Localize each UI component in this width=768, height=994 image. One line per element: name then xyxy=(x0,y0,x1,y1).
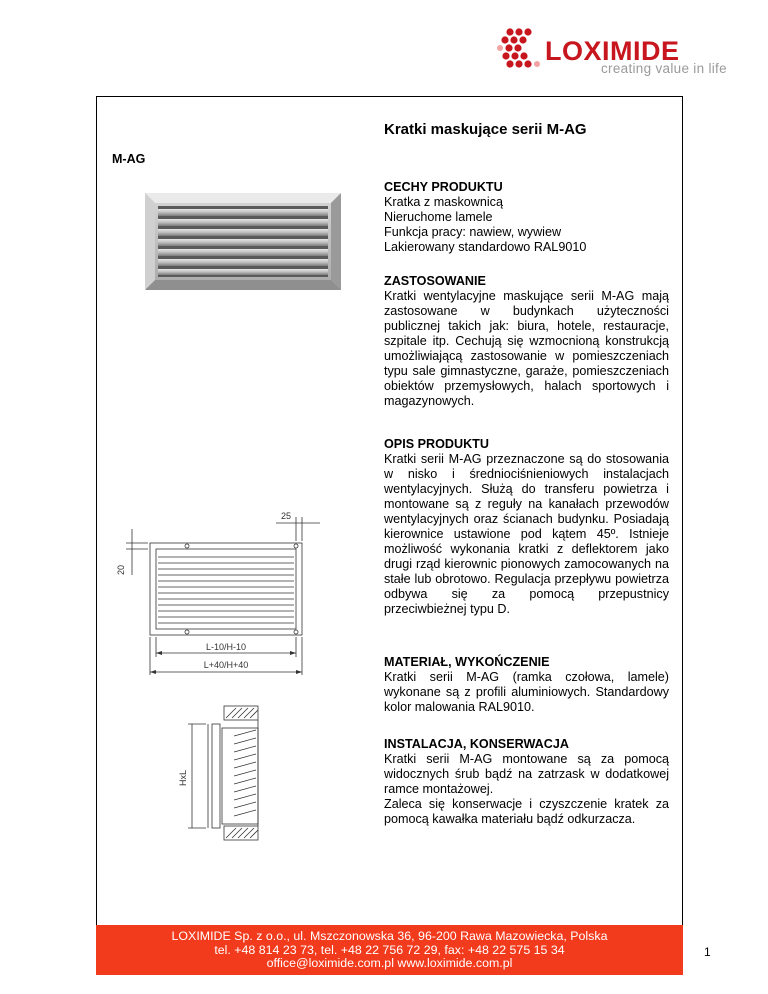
logo-name-part2: MIDE xyxy=(610,36,680,66)
installation-heading: INSTALACJA, KONSERWACJA xyxy=(384,737,569,751)
features-line: Kratka z maskownicą xyxy=(384,195,503,209)
model-code: M-AG xyxy=(112,152,146,166)
footer-address: LOXIMIDE Sp. z o.o., ul. Mszczonowska 36, 96-200 Rawa Mazowiecka, Polska xyxy=(171,929,608,943)
description-section xyxy=(384,437,669,617)
grille-product-image xyxy=(145,193,341,290)
page-title: Kratki maskujące serii M-AG xyxy=(384,121,587,138)
description-text: Kratki serii M-AG przeznaczone są do stosowania w nisko i średniociśnieniowych instalacjach wentylacyjnych. Służą do transferu powietrza i montowane są z reguły na kanałach przewodów wentylacyjnych oraz ścianach budynku. Posiadają kierownice ustawione pod kątem 45º. Istnieje możliwość wykonania kratki z deflektorem jako drugi rząd kierownic pionowych zamocowanych na stałe lub obrotowo. Regulacja przepływu powietrza odbywa się za pomocą przepustnicy przeciwbieżnej typu D. xyxy=(384,452,669,616)
installation-section xyxy=(384,737,669,827)
dim-outer-label: L+40/H+40 xyxy=(203,660,249,670)
logo-name-part1: LOXI xyxy=(545,36,611,66)
dim-side-label: 20 xyxy=(116,564,126,575)
application-text: Kratki wentylacyjne maskujące serii M-AG mają zastosowane w budynkach użyteczności publicznej takich jak: biura, hotele, restauracje, szpitale itp. Cechują się wzmocnioną konstrukcją umożliwiającą zastosowanie w pomieszczeniach typu sale gimnastyczne, garaże, pomieszczeniach obiektów przemysłowych, halach sportowych i magazynowych. xyxy=(384,289,669,408)
logo-tagline: creating value in life xyxy=(601,61,727,76)
features-section xyxy=(384,180,669,255)
material-heading: MATERIAŁ, WYKOŃCZENIE xyxy=(384,655,550,669)
logo-dots-icon xyxy=(496,26,546,76)
application-heading: ZASTOSOWANIE xyxy=(384,274,486,288)
footer-contacts: office@loximide.com.pl www.loximide.com.pl xyxy=(266,956,513,970)
features-line: Lakierowany standardowo RAL9010 xyxy=(384,240,587,254)
maintenance-text: Zaleca się konserwacje i czyszczenie kratek za pomocą kawałka materiału bądź odkurzacza. xyxy=(384,797,669,826)
material-text: Kratki serii M-AG (ramka czołowa, lamele) wykonane są z profili aluminiowych. Standardowy kolor malowania RAL9010. xyxy=(384,670,669,714)
dim-section-label: HxL xyxy=(178,769,188,786)
dim-inner-label: L-10/H-10 xyxy=(205,642,247,652)
features-heading: CECHY PRODUKTU xyxy=(384,180,503,194)
description-heading: OPIS PRODUKTU xyxy=(384,437,489,451)
application-section xyxy=(384,274,669,409)
page-number: 1 xyxy=(704,945,711,959)
footer-bar xyxy=(96,925,683,975)
dim-top-label: 25 xyxy=(281,511,292,521)
company-logo xyxy=(496,26,736,82)
installation-text: Kratki serii M-AG montowane są za pomocą widocznych śrub bądź na zatrzask w dodatkowej ramce montażowej. xyxy=(384,752,669,796)
features-line: Nieruchome lamele xyxy=(384,210,493,224)
footer-phones: tel. +48 814 23 73, tel. +48 22 756 72 29, fax: +48 22 575 15 34 xyxy=(214,942,565,957)
material-section xyxy=(384,655,669,715)
section-view-drawing xyxy=(178,700,278,852)
features-line: Funkcja pracy: nawiew, wywiew xyxy=(384,225,562,239)
front-view-drawing xyxy=(112,505,342,675)
